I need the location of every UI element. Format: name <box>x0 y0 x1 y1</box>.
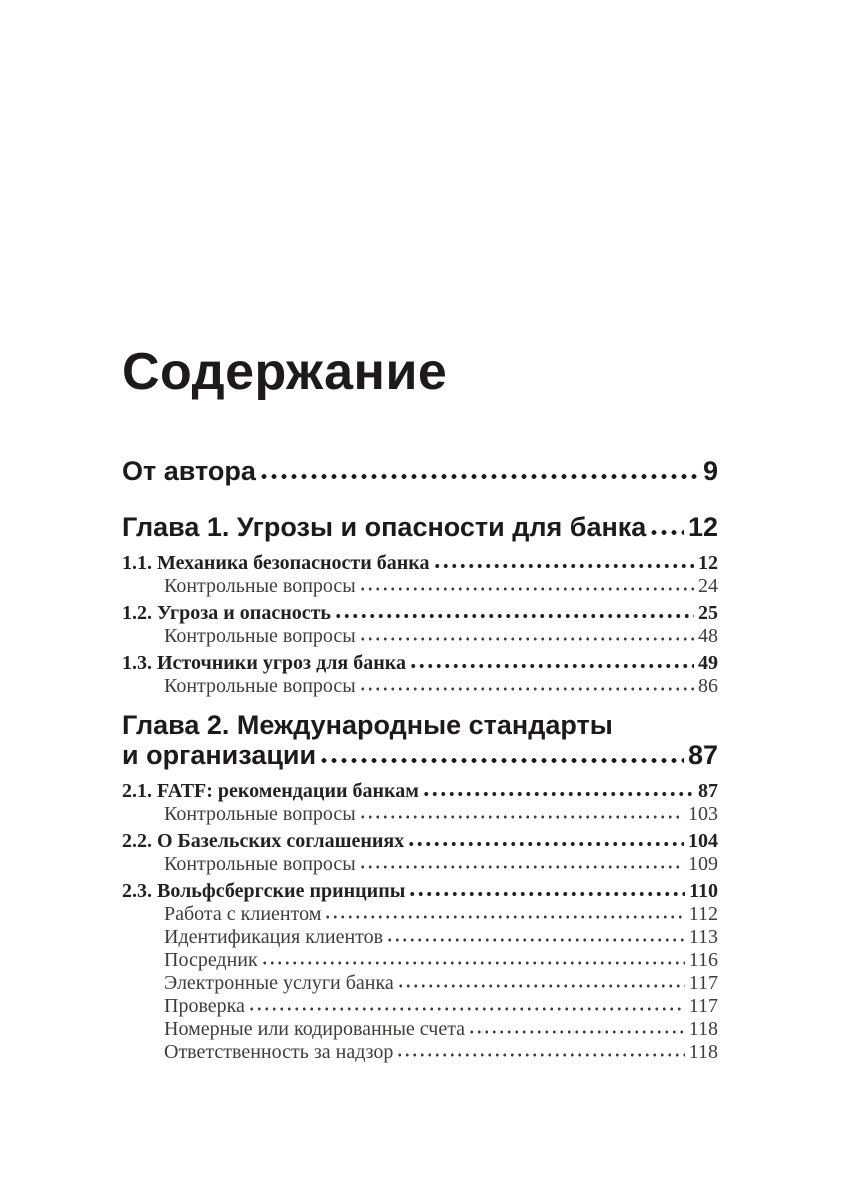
toc-entry-label: 1.3. Источники угроз для банка <box>122 652 406 674</box>
toc-entry-label: Проверка <box>164 995 245 1017</box>
toc-entry-page: 87 <box>698 780 718 802</box>
toc-entry-page: 117 <box>688 995 718 1017</box>
dot-leader <box>649 529 684 536</box>
toc-entry-preface <box>122 456 718 486</box>
toc-entry-label: Глава 2. Международные стандарты <box>122 710 613 740</box>
toc-entry-sub <box>122 995 718 1018</box>
toc-entry-label: Электронные услуги банка <box>164 972 394 994</box>
toc-entry-label: Контрольные вопросы <box>164 853 356 875</box>
toc-entry-sub <box>122 903 718 926</box>
toc-entry-section-1-1 <box>122 552 718 575</box>
toc-entry-label: 2.1. FATF: рекомендации банкам <box>122 780 419 802</box>
toc-entry-page: 110 <box>689 880 718 902</box>
toc-entry-section-2-2 <box>122 830 718 853</box>
toc-entry-section-1-2 <box>122 602 718 625</box>
toc-entry-page: 112 <box>688 903 718 925</box>
toc-entry-questions <box>122 853 718 876</box>
toc-entry-page: 109 <box>688 853 718 875</box>
dot-leader <box>359 864 684 870</box>
toc-entry-page: 25 <box>698 602 718 624</box>
toc-entry-sub <box>122 1018 718 1041</box>
toc-entry-label: Контрольные вопросы <box>164 803 356 825</box>
toc-entry-label: Ответственность за надзор <box>164 1041 394 1063</box>
toc-entry-page: 87 <box>687 740 718 770</box>
toc-entry-label: Номерные или кодированные счета <box>164 1018 466 1040</box>
dot-leader <box>422 791 694 797</box>
toc-entry-page: 118 <box>688 1018 718 1040</box>
toc-entry-label: 1.1. Механика безопасности банка <box>122 552 430 574</box>
dot-leader <box>334 613 694 619</box>
toc-entry-page: 12 <box>687 512 718 542</box>
toc-entry-label: Глава 1. Угрозы и опасности для банка <box>122 512 647 542</box>
toc-entry-page: 12 <box>698 552 718 574</box>
toc-entry-chapter-1 <box>122 512 718 542</box>
toc-entry-chapter-2-line2 <box>122 740 718 770</box>
toc-entry-questions <box>122 675 718 698</box>
toc-entry-label: От автора <box>122 456 256 486</box>
dot-leader <box>359 636 694 642</box>
dot-leader <box>397 983 685 989</box>
toc-entry-page: 103 <box>688 803 718 825</box>
dot-leader <box>407 841 684 847</box>
toc-entry-label: Контрольные вопросы <box>164 575 356 597</box>
dot-leader <box>396 1052 684 1058</box>
toc-entry-label: 1.2. Угроза и опасность <box>122 602 332 624</box>
toc-entry-sub <box>122 949 718 972</box>
dot-leader <box>386 937 685 943</box>
toc-entry-section-1-3 <box>122 652 718 675</box>
toc-entry-section-2-3 <box>122 880 718 903</box>
toc-entry-label: Контрольные вопросы <box>164 625 356 647</box>
toc-entry-page: 86 <box>698 675 718 697</box>
toc-entry-page: 104 <box>688 830 718 852</box>
toc-entry-label: 2.3. Вольфсбергские принципы <box>122 880 406 902</box>
toc-entry-label: Идентификация клиентов <box>164 926 384 948</box>
toc-entry-label: Работа с клиентом <box>164 903 322 925</box>
toc-entry-page: 113 <box>688 926 718 948</box>
toc-entry-questions <box>122 575 718 598</box>
dot-leader <box>359 586 694 592</box>
dot-leader <box>433 563 694 569</box>
toc-entry-section-2-1 <box>122 780 718 803</box>
toc-entry-label: и организации <box>122 740 317 770</box>
dot-leader <box>319 757 684 764</box>
toc-entry-questions <box>122 625 718 648</box>
dot-leader <box>408 891 685 897</box>
toc-entry-chapter-2-line1 <box>122 710 718 740</box>
dot-leader <box>359 814 684 820</box>
toc-entry-page: 117 <box>688 972 718 994</box>
dot-leader <box>324 914 684 920</box>
toc-entry-page: 9 <box>702 456 718 486</box>
dot-leader <box>468 1029 685 1035</box>
toc-entry-sub <box>122 972 718 995</box>
dot-leader <box>248 1006 685 1012</box>
toc-entry-page: 118 <box>688 1041 718 1063</box>
page-title: Содержание <box>122 343 448 401</box>
toc-content <box>122 343 718 1064</box>
dot-leader <box>261 960 685 966</box>
toc-entry-questions <box>122 803 718 826</box>
dot-leader <box>409 663 694 669</box>
toc-entry-label: 2.2. О Базельских соглашениях <box>122 830 405 852</box>
toc-entry-page: 24 <box>698 575 718 597</box>
dot-leader <box>359 686 694 692</box>
toc-entry-sub <box>122 1041 718 1064</box>
toc-entry-sub <box>122 926 718 949</box>
toc-entry-page: 49 <box>698 652 718 674</box>
toc-entry-label: Контрольные вопросы <box>164 675 356 697</box>
dot-leader <box>259 473 699 480</box>
toc-entry-page: 116 <box>688 949 718 971</box>
toc-entry-page: 48 <box>698 625 718 647</box>
toc-entry-label: Посредник <box>164 949 258 971</box>
